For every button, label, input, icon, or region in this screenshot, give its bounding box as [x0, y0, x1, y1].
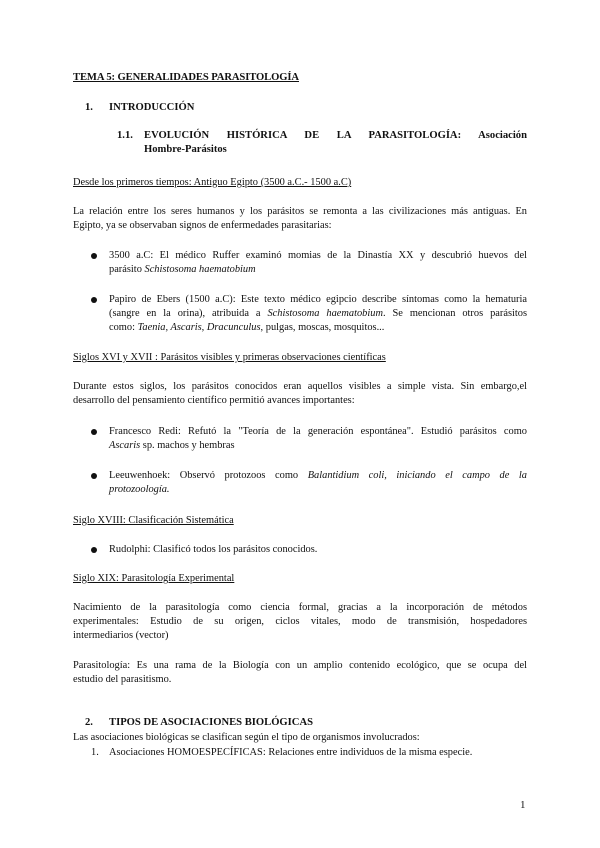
siglos-16-17-paragraph	[73, 380, 527, 408]
list-item-1-text: Asociaciones HOMOESPECÍFICAS: Relaciones entre individuos de la misma especie.	[109, 747, 473, 758]
s1617-b1-italic: Ascaris	[109, 440, 141, 451]
bullet-icon	[91, 429, 97, 435]
section-2-number: 2.	[85, 717, 93, 728]
siglo-18-bullet-1: Rudolphi: Clasificó todos los parásitos conocidos.	[109, 544, 318, 555]
s1617-b2-line-1	[109, 469, 527, 483]
section-1-number: 1.	[85, 102, 93, 113]
section-2-heading	[85, 716, 313, 730]
bullet-icon	[91, 473, 97, 479]
s1617-b1-line-2	[109, 439, 527, 453]
s19-p1-line-3: intermediarios (vector)	[73, 630, 169, 641]
egipto-heading: Desde los primeros tiempos: Antiguo Egipto (3500 a.C.- 1500 a.C)	[73, 177, 352, 188]
egipto-para-line-2: Egipto, ya se observaban signos de enfermedades parasitarias:	[73, 220, 332, 231]
egipto-b2-l3-italic: Taenia, Ascaris, Dracunculus	[137, 322, 261, 333]
s19-p1-line-1: Nacimiento de la parasitología como ciencia formal, gracias a la incorporación de métodos	[73, 602, 527, 613]
s19-p2-line-1: Parasitología: Es una rama de la Biología con un amplio contenido ecológico, que se ocupa del	[73, 660, 527, 671]
s1617-bullet-1	[109, 425, 527, 453]
egipto-para-line-1: La relación entre los seres humanos y los parásitos se remonta a las civilizaciones más antiguas. En	[73, 206, 527, 217]
siglo-19-heading: Siglo XIX: Parasitología Experimental	[73, 573, 235, 584]
egipto-b2-l3-pre: como:	[109, 322, 138, 333]
egipto-b1-line-1: 3500 a.C: El médico Ruffer examinó momias de la Dinastía XX y descubrió huevos del	[109, 250, 527, 261]
egipto-b1-italic: Schistosoma haematobium	[144, 264, 256, 275]
egipto-b1-line-2	[109, 263, 527, 277]
siglo-19-paragraph-2	[73, 659, 527, 687]
subsection-1-1-line2: Hombre-Parásitos	[144, 144, 227, 155]
s1617-b2-l2-italic: protozoología.	[109, 484, 170, 495]
page-number: 1	[520, 799, 526, 811]
egipto-paragraph	[73, 205, 527, 233]
bullet-icon	[91, 253, 97, 259]
egipto-b2-l3-post: , pulgas, moscas, mosquitos...	[260, 322, 385, 333]
list-item-1-number: 1.	[91, 747, 99, 758]
egipto-b1-pre: parásito	[109, 264, 145, 275]
egipto-b2-l2-italic: Schistosoma haematobium	[267, 308, 383, 319]
s1617-b2-italic: Balantidium coli, iniciando el campo de la	[307, 470, 527, 481]
document-title: TEMA 5: GENERALIDADES PARASITOLOGÍA	[73, 72, 299, 83]
subsection-1-1-heading	[117, 129, 527, 143]
siglo-19-paragraph-1	[73, 601, 527, 643]
egipto-b2-l2-pre: (sangre en la orina), atribuida a	[109, 308, 268, 319]
egipto-b2-line-1: Papiro de Ebers (1500 a.C): Este texto médico egipcio describe síntomas como la hematuria	[109, 294, 527, 305]
section-2-label: TIPOS DE ASOCIACIONES BIOLÓGICAS	[109, 717, 313, 728]
bullet-icon	[91, 547, 97, 553]
section-1-label: INTRODUCCIÓN	[109, 102, 195, 113]
s1617-b1-post: sp. machos y hembras	[140, 440, 235, 451]
s1617-b2-line-2	[109, 483, 527, 497]
egipto-b2-l2-post: . Se mencionan otros parásitos	[382, 308, 528, 319]
s19-p1-line-2: experimentales: Estudio de su origen, ciclos vitales, modo de transmisión, hospedadores	[73, 616, 527, 627]
siglo-18-heading: Siglo XVIII: Clasificación Sistemática	[73, 515, 234, 526]
s1617-para-line-2: desarrollo del pensamiento científico permitió avances importantes:	[73, 395, 355, 406]
s1617-b1-line-1: Francesco Redi: Refutó la "Teoría de la generación espontánea". Estudió parásitos como	[109, 426, 527, 437]
bullet-icon	[91, 297, 97, 303]
s19-p2-line-2: estudio del parasitismo.	[73, 674, 172, 685]
section-2-intro: Las asociaciones biológicas se clasifican según el tipo de organismos involucrados:	[73, 732, 420, 743]
subsection-1-1-line1: EVOLUCIÓN HISTÓRICA DE LA PARASITOLOGÍA: Asociación	[144, 130, 527, 141]
subsection-1-1-number: 1.1.	[117, 130, 133, 141]
egipto-bullet-1	[109, 249, 527, 277]
siglos-16-17-heading: Siglos XVI y XVII : Parásitos visibles y primeras observaciones científicas	[73, 352, 386, 363]
egipto-bullet-2	[109, 293, 527, 335]
egipto-b2-line-2	[109, 307, 527, 321]
section-1-heading	[85, 101, 194, 115]
s1617-para-line-1: Durante estos siglos, los parásitos conocidos eran aquellos visibles a simple vista. Sin embargo,el	[73, 381, 527, 392]
s1617-bullet-2	[109, 469, 527, 497]
s1617-b2-pre: Leeuwenhoek: Observó protozoos como	[109, 470, 308, 481]
egipto-b2-line-3	[109, 321, 527, 335]
